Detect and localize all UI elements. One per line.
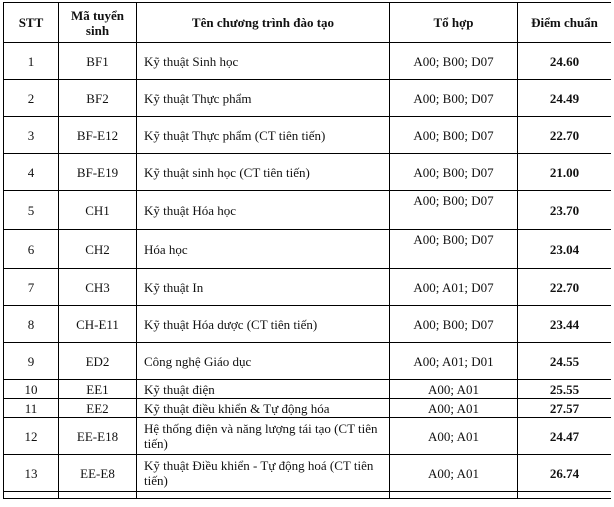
cell-diem: 24.49: [518, 80, 612, 117]
cell-diem: 22.70: [518, 269, 612, 306]
header-diem-chuan: Điểm chuẩn: [518, 3, 612, 43]
cell-stt: 9: [4, 343, 59, 380]
cell-stt: 4: [4, 154, 59, 191]
cell-to-hop: A00; B00; D07: [390, 80, 518, 117]
table-row: [4, 343, 612, 380]
cell-ma: BF1: [59, 43, 137, 80]
table-row: [4, 80, 612, 117]
cell-ten: Kỹ thuật Hóa dược (CT tiên tiến): [137, 306, 390, 343]
cell-to-hop: A00; A01: [390, 380, 518, 399]
cell-ten: Hóa học: [137, 230, 390, 269]
cell-diem: 27.57: [518, 399, 612, 418]
cell-ten: Kỹ thuật Điều khiển - Tự động hoá (CT tiên tiến): [137, 455, 390, 492]
table-row: [4, 399, 612, 418]
cell-ma: BF-E12: [59, 117, 137, 154]
header-ma-tuyen-sinh: Mã tuyển sinh: [59, 3, 137, 43]
table-row: [4, 269, 612, 306]
cell-ma: ED2: [59, 343, 137, 380]
cell-to-hop: A00; B00; D07: [390, 230, 518, 269]
cell-ma: CH2: [59, 230, 137, 269]
cell-to-hop: A00; B00; D07: [390, 43, 518, 80]
cell-to-hop: A00; A01: [390, 399, 518, 418]
cell-stt: 13: [4, 455, 59, 492]
table-row: [4, 230, 612, 269]
cell-ten: Công nghệ Giáo dục: [137, 343, 390, 380]
table-row: [4, 43, 612, 80]
cell-ten: Hệ thống điện và năng lượng tái tạo (CT tiên tiến): [137, 418, 390, 455]
cell-to-hop: A00; B00; D07: [390, 191, 518, 230]
cell-ten: Kỹ thuật Thực phẩm: [137, 80, 390, 117]
cell-stt: 6: [4, 230, 59, 269]
cell-to-hop: A00; A01: [390, 455, 518, 492]
cell-stt: 3: [4, 117, 59, 154]
table-row: [4, 418, 612, 455]
cell-ma: EE1: [59, 380, 137, 399]
cell-ten: Kỹ thuật Hóa học: [137, 191, 390, 230]
partial-cell: [518, 492, 612, 499]
cell-to-hop: A00; B00; D07: [390, 154, 518, 191]
cell-stt: 12: [4, 418, 59, 455]
cell-stt: 2: [4, 80, 59, 117]
cell-diem: 21.00: [518, 154, 612, 191]
cell-ma: CH1: [59, 191, 137, 230]
partial-cell: [4, 492, 59, 499]
cell-to-hop: A00; A01; D01: [390, 343, 518, 380]
cell-stt: 11: [4, 399, 59, 418]
cell-ma: EE-E18: [59, 418, 137, 455]
cell-diem: 24.47: [518, 418, 612, 455]
cell-diem: 23.44: [518, 306, 612, 343]
cell-ma: CH-E11: [59, 306, 137, 343]
partial-cell: [59, 492, 137, 499]
cell-diem: 24.60: [518, 43, 612, 80]
cell-to-hop: A00; B00; D07: [390, 306, 518, 343]
table-row: [4, 117, 612, 154]
cell-ma: EE-E8: [59, 455, 137, 492]
table-row: [4, 380, 612, 399]
header-stt: STT: [4, 3, 59, 43]
cell-ten: Kỹ thuật In: [137, 269, 390, 306]
cell-ma: EE2: [59, 399, 137, 418]
cell-ten: Kỹ thuật điều khiển & Tự động hóa: [137, 399, 390, 418]
cell-stt: 7: [4, 269, 59, 306]
cell-diem: 24.55: [518, 343, 612, 380]
table-row: [4, 306, 612, 343]
table-row: [4, 191, 612, 230]
cell-stt: 8: [4, 306, 59, 343]
header-ten-chuong-trinh: Tên chương trình đào tạo: [137, 3, 390, 43]
cell-to-hop: A00; A01: [390, 418, 518, 455]
cell-stt: 1: [4, 43, 59, 80]
admission-score-table-container: [3, 2, 611, 507]
cell-to-hop: A00; A01; D07: [390, 269, 518, 306]
cell-diem: 23.04: [518, 230, 612, 269]
cell-stt: 10: [4, 380, 59, 399]
partial-cell: [137, 492, 390, 499]
header-to-hop: Tổ hợp: [390, 3, 518, 43]
cell-stt: 5: [4, 191, 59, 230]
partial-row: [4, 492, 612, 499]
table-row: [4, 154, 612, 191]
admission-score-table: [3, 2, 611, 499]
cell-ten: Kỹ thuật sinh học (CT tiên tiến): [137, 154, 390, 191]
cell-to-hop: A00; B00; D07: [390, 117, 518, 154]
partial-cell: [390, 492, 518, 499]
cell-ten: Kỹ thuật Thực phẩm (CT tiên tiến): [137, 117, 390, 154]
cell-ma: BF2: [59, 80, 137, 117]
cell-ma: BF-E19: [59, 154, 137, 191]
cell-ma: CH3: [59, 269, 137, 306]
cell-diem: 25.55: [518, 380, 612, 399]
cell-ten: Kỹ thuật điện: [137, 380, 390, 399]
cell-ten: Kỹ thuật Sinh học: [137, 43, 390, 80]
cell-diem: 22.70: [518, 117, 612, 154]
cell-diem: 23.70: [518, 191, 612, 230]
table-row: [4, 455, 612, 492]
header-row: [4, 3, 612, 43]
cell-diem: 26.74: [518, 455, 612, 492]
